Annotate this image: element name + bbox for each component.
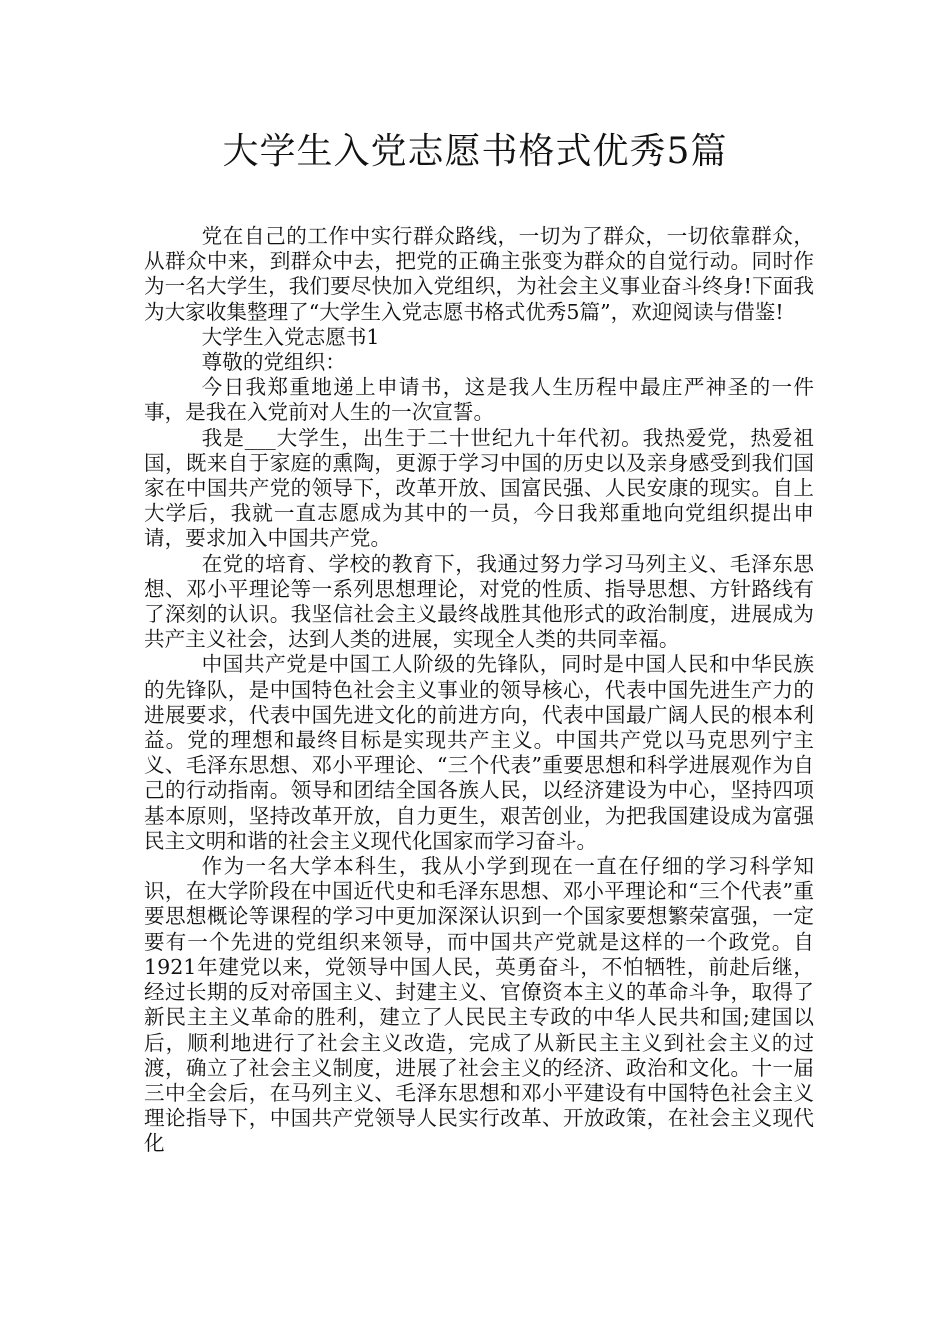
document-body	[144, 224, 814, 1157]
intro-paragraph: 党在自己的工作中实行群众路线，一切为了群众，一切依靠群众，从群众中来，到群众中去，把党的正确主张变为群众的自觉行动。同时作为一名大学生，我们要尽快加入党组织，为社会主义事业奋斗终身!下面我为大家收集整理了“大学生入党志愿书格式优秀5篇”，欢迎阅读与借鉴!	[144, 224, 814, 324]
body-paragraph: 中国共产党是中国工人阶级的先锋队，同时是中国人民和中华民族的先锋队，是中国特色社会主义事业的领导核心，代表中国先进生产力的进展要求，代表中国先进文化的前进方向，代表中国最广阔人民的根本利益。党的理想和最终目标是实现共产主义。中国共产党以马克思列宁主义、毛泽东思想、邓小平理论、“三个代表”重要思想和科学进展观作为自己的行动指南。领导和团结全国各族人民，以经济建设为中心，坚持四项基本原则，坚持改革开放，自力更生，艰苦创业，为把我国建设成为富强民主文明和谐的社会主义现代化国家而学习奋斗。	[144, 652, 814, 853]
body-paragraph: 今日我郑重地递上申请书，这是我人生历程中最庄严神圣的一件事，是我在入党前对人生的一次宣誓。	[144, 375, 814, 425]
page-title: 大学生入党志愿书格式优秀5篇	[222, 131, 728, 172]
body-paragraph: 作为一名大学本科生，我从小学到现在一直在仔细的学习科学知识，在大学阶段在中国近代史和毛泽东思想、邓小平理论和“三个代表”重要思想概论等课程的学习中更加深深认识到一个国家要想繁荣富强，一定要有一个先进的党组织来领导，而中国共产党就是这样的一个政党。自1921年建党以来，党领导中国人民，英勇奋斗，不怕牺牲，前赴后继，经过长期的反对帝国主义、封建主义、官僚资本主义的革命斗争，取得了新民主主义革命的胜利，建立了人民民主专政的中华人民共和国;建国以后，顺利地进行了社会主义改造，完成了从新民主主义到社会主义的过渡，确立了社会主义制度，进展了社会主义的经济、政治和文化。十一届三中全会后，在马列主义、毛泽东思想和邓小平建设有中国特色社会主义理论指导下，中国共产党领导人民实行改革、开放政策，在社会主义现代化	[144, 854, 814, 1156]
body-paragraph: 在党的培育、学校的教育下，我通过努力学习马列主义、毛泽东思想、邓小平理论等一系列思想理论，对党的性质、指导思想、方针路线有了深刻的认识。我坚信社会主义最终战胜其他形式的政治制度，进展成为共产主义社会，达到人类的进展，实现全人类的共同幸福。	[144, 551, 814, 652]
body-paragraph: 我是___大学生，出生于二十世纪九十年代初。我热爱党，热爱祖国，既来自于家庭的熏陶，更源于学习中国的历史以及亲身感受到我们国家在中国共产党的领导下，改革开放、国富民强、人民安康的现实。自上大学后，我就一直志愿成为其中的一员，今日我郑重地向党组织提出申请，要求加入中国共产党。	[144, 425, 814, 551]
section-heading: 大学生入党志愿书1	[201, 324, 380, 349]
salutation: 尊敬的党组织：	[201, 350, 346, 375]
